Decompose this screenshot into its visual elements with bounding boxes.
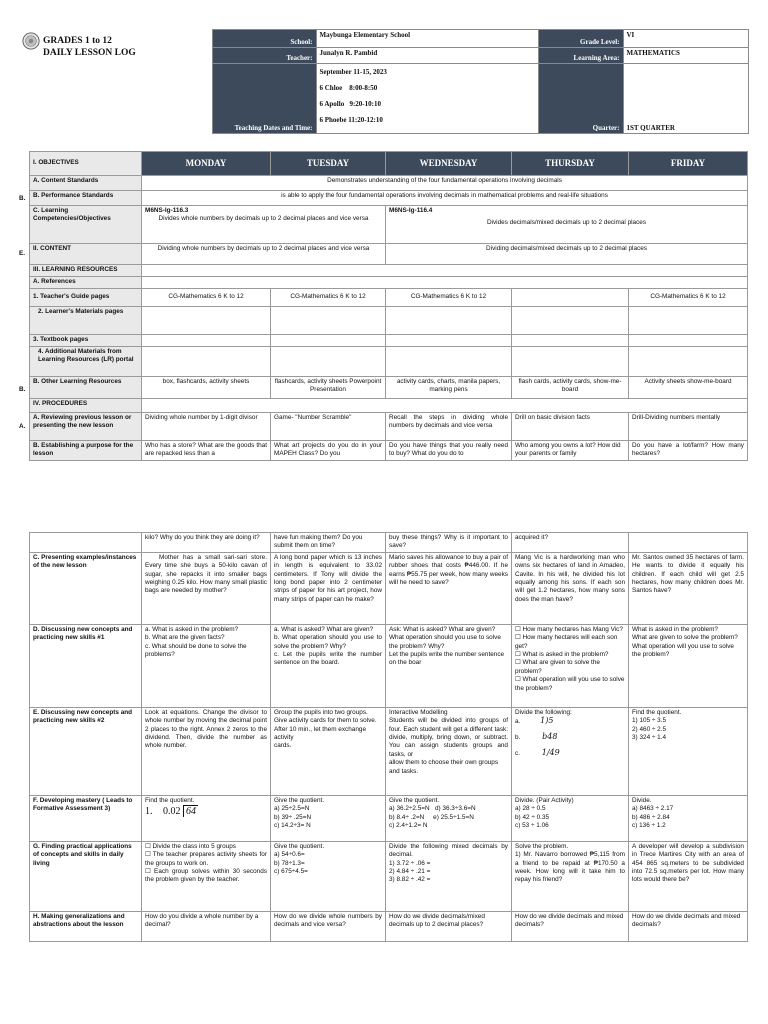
concepts-2-wednesday (386, 707, 512, 795)
applications-wednesday-2: 1) 3.72 ÷ .06 = (389, 859, 431, 867)
grade-level-label: Grade Level: (538, 30, 623, 48)
presenting-friday: Mr. Santos owned 35 hectares of farm. He wants to divide it equally his children. If each child will get 2.5 hectares, how many children does Mr. Santos have? (629, 552, 748, 624)
concepts-1-wednesday-a: Ask: What is asked? What are given? (389, 625, 496, 633)
content-text-1: Dividing whole numbers by decimals up to 2 decimal places and vice versa (142, 244, 386, 265)
concepts-1-thursday-a: ☐ How many hectares has Mang Vic? (515, 625, 623, 633)
concepts-1-tuesday-c: c. Let the pupils write the number sentence on the board. (274, 651, 382, 667)
concepts-1-thursday-b: ☐ How many hectares will each son get? (515, 634, 618, 650)
tg-monday: CG-Mathematics 6 K to 12 (142, 289, 271, 307)
competencies-label: C. Learning Competencies/Objectives (30, 206, 142, 244)
concepts-1-tuesday-a: a. What is asked? What are given? (274, 625, 374, 633)
mastery-thursday-1: Divide. (Pair Activity) (515, 796, 574, 804)
session-2: 6 Apollo 9:20-10:10 (319, 100, 381, 108)
objectives-heading: I. OBJECTIVES (30, 152, 142, 176)
purpose-monday: Who has a store? What are the goods that are repacked less than a (142, 441, 271, 461)
mastery-friday-3: b) 486 ÷ 2.84 (632, 813, 670, 821)
mastery-monday-title: Find the quotient. (145, 796, 195, 804)
purpose-label: B. Establishing a purpose for the lesson (30, 441, 142, 461)
lm-wednesday (386, 307, 512, 335)
tg-thursday (512, 289, 629, 307)
concepts-1-wednesday-b: What operation should you use to solve the problem? Why? (389, 634, 501, 650)
applications-monday (142, 841, 271, 911)
concepts-2-tuesday-3: cards. (274, 742, 292, 750)
school-value: Maybunga Elementary School (316, 30, 538, 48)
resources-heading: III. LEARNING RESOURCES (30, 265, 142, 277)
applications-wednesday-3: 2) 4.84 ÷ .21 = (389, 868, 431, 876)
purpose-cont-friday (629, 533, 748, 553)
equation-divisor: 0.02 (163, 806, 181, 818)
mastery-thursday-4: c) 53 ÷ 1.06 (515, 822, 549, 830)
competency-text-2: Divides decimals/mixed decimals up to 2 decimal places (486, 219, 647, 227)
learning-area-value: MATHEMATICS (623, 48, 748, 64)
references-fill (142, 277, 748, 289)
review-label: A. Reviewing previous lesson or presenting the new lesson (30, 413, 142, 441)
other-thursday: flash cards, activity cards, show-me-board (512, 377, 629, 399)
purpose-cont-monday: kilo? Why do you think they are doing it? (142, 533, 271, 553)
procedures-heading-fill (142, 399, 748, 413)
long-division-equation (145, 808, 267, 816)
tb-wednesday (386, 335, 512, 347)
mastery-tuesday (271, 795, 386, 841)
concepts-2-label: E. Discussing new concepts and practicing new skills #2 (30, 707, 142, 795)
concepts-2-friday (629, 707, 748, 795)
competency-code-1: M6NS-Ig-116.3 (145, 207, 189, 214)
concepts-2-wednesday-3: allow them to choose their own groups and tasks. (389, 759, 499, 775)
concepts-1-tuesday-b: b. What operation should you use to solve the problem? Why? (274, 634, 382, 650)
content-standards-text: Demonstrates understanding of the four fundamental operations involving decimals (142, 176, 748, 191)
mastery-wednesday (386, 795, 512, 841)
mastery-wednesday-2: a) 36.2÷2.5=N d) 36.3÷3.6=N (389, 805, 476, 813)
applications-thursday-2: 1) Mr. Navarro borrowed ₱5,115 from a friend to be repaid at ₱170.50 a week. How long will it take him to repay his friend? (515, 851, 625, 884)
purpose-thursday: Who among you owns a lot? How did your parents or family (512, 441, 629, 461)
concepts-2-friday-4: 3) 324 ÷ 1.4 (632, 734, 667, 742)
title-line-2: DAILY LESSON LOG (43, 47, 136, 58)
generalizations-monday: How do you divide a whole number by a decimal? (142, 911, 271, 941)
purpose-cont-tuesday: have fun making them? Do you submit them on time? (271, 533, 386, 553)
quarter-label: Quarter: (538, 64, 623, 134)
review-monday: Dividing whole number by 1-digit divisor (142, 413, 271, 441)
day-monday: MONDAY (142, 152, 271, 176)
am-thursday (512, 347, 629, 377)
presenting-tuesday: A long bond paper which is 13 inches in length is equivalent to 33.02 centimeters. If Tony will divide the long bond paper into 2 centimeter strips of paper for his art project, how many strips of paper can he make? (271, 552, 386, 624)
applications-wednesday-1: Divide the following mixed decimals by decimal. (389, 842, 508, 859)
lm-thursday (512, 307, 629, 335)
lm-friday (629, 307, 748, 335)
concepts-1-wednesday-c: Let the pupils write the number sentence on the boar (389, 651, 505, 667)
textbook-label: 3. Textbook pages (30, 335, 142, 347)
am-tuesday (271, 347, 386, 377)
handwritten-2: b48 (542, 732, 558, 742)
day-tuesday: TUESDAY (271, 152, 386, 176)
purpose-cont-wednesday: buy these things? Why is it important to save? (386, 533, 512, 553)
concepts-1-friday-b: What are given to solve the problem? (632, 634, 738, 642)
title-line-1: GRADES 1 to 12 (43, 35, 112, 46)
mastery-wednesday-4: c) 2.4÷1.2= N (389, 822, 428, 830)
references-label: A. References (30, 277, 142, 289)
mastery-tuesday-2: a) 25÷2.5=N (274, 805, 310, 813)
other-monday: box, flashcards, activity sheets (142, 377, 271, 399)
handwritten-1: 1)5 (540, 716, 554, 726)
applications-monday-2: ☐ The teacher prepares activity sheets for the groups to work on. (145, 851, 267, 867)
lesson-log-title (40, 30, 212, 134)
tb-thursday (512, 335, 629, 347)
mastery-tuesday-3: b) 39÷ .25=N (274, 813, 312, 821)
presenting-monday: Mother has a small sari-sari store. Every time she buys a 50-kilo cavan of sugar, she repacks it into smaller bags weighing 0.25 kilo. How many small plastic bags are needed by mother? (142, 552, 271, 624)
concepts-2-monday: Look at equations. Change the divisor to whole number by moving the decimal point 2 places to the right. Annex 2 zeros to the dividend. Then, divide the number as whole number. (142, 707, 271, 795)
concepts-2-tuesday-2: Give activity cards for them to solve. After 10 min., let them exchange activity (274, 717, 377, 742)
concepts-1-friday-a: What is asked in the problem? (632, 625, 718, 633)
header-table (18, 29, 749, 134)
concepts-1-tuesday (271, 624, 386, 707)
mastery-tuesday-1: Give the quotient. (274, 796, 325, 804)
am-friday (629, 347, 748, 377)
mastery-thursday-2: a) 28 ÷ 0.5 (515, 805, 546, 813)
mastery-thursday (512, 795, 629, 841)
applications-label: G. Finding practical applications of concepts and skills in daily living (30, 841, 142, 911)
presenting-thursday: Mang Vic is a hardworking man who owns six hectares of land in Amadeo, Cavite. In his will, he divided his lot equally among his sons. If each son will get 1.2 hectares, how many sons does the man have? (512, 552, 629, 624)
day-wednesday: WEDNESDAY (386, 152, 512, 176)
equation-number: 1. (145, 806, 153, 818)
concepts-2-tuesday (271, 707, 386, 795)
grade-level-value: VI (623, 30, 748, 48)
am-wednesday (386, 347, 512, 377)
tb-friday (629, 335, 748, 347)
tg-wednesday: CG-Mathematics 6 K to 12 (386, 289, 512, 307)
generalizations-thursday: How do we divide decimals and mixed decimals? (512, 911, 629, 941)
concepts-1-monday (142, 624, 271, 707)
quarter-value: 1ST QUARTER (623, 64, 748, 134)
learners-materials-label: 2. Learner's Materials pages (30, 307, 142, 335)
mastery-monday (142, 795, 271, 841)
purpose-friday: Do you have a lot/farm? How many hectares? (629, 441, 748, 461)
resources-heading-fill (142, 265, 748, 277)
concepts-1-label: D. Discussing new concepts and practicing new skills #1 (30, 624, 142, 707)
mastery-label: F. Developing mastery ( Leads to Formative Assessment 3) (30, 795, 142, 841)
competency-text-1: Divides whole numbers by decimals up to 2 decimal places and vice versa (158, 215, 369, 223)
concepts-1-thursday-c: ☐ What is asked in the problem? (515, 651, 609, 659)
school-label: School: (212, 30, 316, 48)
mastery-tuesday-4: c) 14.2÷3= N (274, 822, 311, 830)
content-label: II. CONTENT (30, 244, 142, 265)
lesson-grid-page-2 (29, 532, 748, 942)
teacher-label: Teacher: (212, 48, 316, 64)
margin-marker-b2: B. (19, 386, 26, 393)
applications-tuesday-4: c) 675÷4.5= (274, 868, 308, 876)
generalizations-friday: How do we divide decimals and mixed decimals? (629, 911, 748, 941)
day-friday: FRIDAY (629, 152, 748, 176)
purpose-continued-label (30, 533, 142, 553)
purpose-tuesday: What art projects do you do in your MAPEH Class? Do you (271, 441, 386, 461)
competency-monday-tuesday (142, 206, 386, 244)
presenting-wednesday: Mario saves his allowance to buy a pair of rubber shoes that costs ₱446.00. If he earns ₱55.75 per week, how many weeks will he need to save? (386, 552, 512, 624)
applications-thursday (512, 841, 629, 911)
applications-tuesday-3: b) 78÷1.3= (274, 859, 305, 867)
review-thursday: Drill on basic division facts (512, 413, 629, 441)
concepts-2-thursday-b: b. (515, 734, 521, 742)
mastery-friday (629, 795, 748, 841)
mastery-friday-4: c) 136 ÷ 1.2 (632, 822, 666, 830)
learning-area-label: Learning Area: (538, 48, 623, 64)
other-resources-label: B. Other Learning Resources (30, 377, 142, 399)
procedures-heading: IV. PROCEDURES (30, 399, 142, 413)
teaching-dates-value (316, 64, 538, 134)
applications-tuesday (271, 841, 386, 911)
mastery-wednesday-1: Give the quotient. (389, 796, 440, 804)
concepts-1-thursday-d: ☐ What are given to solve the problem? (515, 659, 600, 675)
generalizations-tuesday: How do we divide whole numbers by decimals and vice versa? (271, 911, 386, 941)
applications-wednesday (386, 841, 512, 911)
additional-materials-label: 4. Additional Materials from Learning Resources (LR) portal (30, 347, 142, 377)
concepts-1-friday (629, 624, 748, 707)
tg-tuesday: CG-Mathematics 6 K to 12 (271, 289, 386, 307)
mastery-friday-1: Divide. (632, 796, 652, 804)
concepts-2-wednesday-2: Students will be divided into groups of four. Each student will get a different task: divide, multiply, bring down, or subtract. You can assign students groups and tasks, or (389, 717, 508, 758)
concepts-2-thursday-c: c. (515, 750, 520, 758)
teacher-value: Junalyn R. Pambid (316, 48, 538, 64)
applications-monday-3: ☐ Each group solves within 30 seconds the problem given by the teacher. (145, 868, 267, 884)
am-monday (142, 347, 271, 377)
lesson-grid-page-1 (29, 151, 748, 461)
concepts-1-thursday-e: ☐ What operation will you use to solve the problem? (515, 676, 625, 692)
concepts-2-friday-3: 2) 460 ÷ 2.5 (632, 725, 667, 733)
session-3: 6 Phoebe 11:20-12:10 (319, 116, 383, 124)
mastery-friday-2: a) 8463 ÷ 2.17 (632, 805, 674, 813)
other-tuesday: flashcards, activity sheets Powerpoint Presentation (271, 377, 386, 399)
concepts-1-thursday (512, 624, 629, 707)
purpose-wednesday: Do you have things that you really need to buy? What do you do to (386, 441, 512, 461)
margin-marker-b: B. (19, 195, 26, 202)
performance-standards-label: B. Performance Standards (30, 191, 142, 206)
other-friday: Activity sheets show-me-board (629, 377, 748, 399)
concepts-2-tuesday-1: Group the pupils into two groups. (274, 708, 368, 716)
performance-standards-text: is able to apply the four fundamental operations involving decimals in mathematical problems and real-life situations (142, 191, 748, 206)
equation-dividend: 64 (183, 805, 198, 817)
concepts-1-monday-c: c. What should be done to solve the problems? (145, 642, 247, 659)
applications-monday-1: ☐ Divide the class into 5 groups (145, 842, 236, 850)
day-thursday: THURSDAY (512, 152, 629, 176)
margin-marker-e: E. (19, 250, 26, 257)
applications-tuesday-2: a) 54÷0.6= (274, 851, 305, 859)
teachers-guide-label: 1. Teacher's Guide pages (30, 289, 142, 307)
teaching-dates-label: Teaching Dates and Time: (212, 64, 316, 134)
session-1: 6 Chloe 8:00-8:50 (319, 84, 378, 92)
mastery-thursday-3: b) 42 ÷ 0.35 (515, 813, 550, 821)
concepts-1-monday-b: b. What are the given facts? (145, 634, 225, 642)
tg-friday: CG-Mathematics 6 K to 12 (629, 289, 748, 307)
mastery-wednesday-3: b) 8.4÷ .2=N e) 25.5÷1.5=N (389, 813, 474, 821)
concepts-2-friday-2: 1) 105 ÷ 3.5 (632, 717, 667, 725)
applications-tuesday-1: Give the quotient. (274, 842, 325, 850)
competency-wednesday-friday (386, 206, 748, 244)
purpose-cont-thursday: acquired it? (512, 533, 629, 553)
applications-thursday-1: Solve the problem. (515, 842, 569, 850)
presenting-label: C. Presenting examples/instances of the new lesson (30, 552, 142, 624)
applications-wednesday-4: 3) 8.82 ÷ .42 = (389, 876, 431, 884)
concepts-1-monday-a: a. What is asked in the problem? (145, 625, 239, 633)
concepts-2-friday-1: Find the quotient. (632, 708, 682, 716)
deped-seal-icon (22, 32, 40, 50)
review-tuesday: Game- "Number Scramble" (271, 413, 386, 441)
concepts-2-thursday (512, 707, 629, 795)
concepts-1-friday-c: What operation will you use to solve the problem? (632, 642, 734, 659)
review-friday: Drill-Dividing numbers mentally (629, 413, 748, 441)
competency-code-2: M6NS-Ig-116.4 (389, 207, 433, 214)
generalizations-wednesday: How do we divide decimals/mixed decimals up to 2 decimal places? (386, 911, 512, 941)
handwritten-3: 1/49 (541, 748, 560, 758)
concepts-2-thursday-title: Divide the following: (515, 708, 572, 716)
concepts-2-wednesday-1: Interactive Modelling (389, 708, 448, 716)
concepts-2-thursday-a: a. (515, 718, 521, 726)
content-text-2: Dividing decimals/mixed decimals up to 2 decimal places (386, 244, 748, 265)
deped-seal (18, 30, 40, 134)
margin-marker-a: A. (19, 423, 26, 430)
tb-tuesday (271, 335, 386, 347)
tb-monday (142, 335, 271, 347)
lm-tuesday (271, 307, 386, 335)
concepts-1-wednesday (386, 624, 512, 707)
review-wednesday: Recall the steps in dividing whole numbers by decimals and vice versa (386, 413, 512, 441)
applications-friday: A developer will develop a subdivision in Trece Martires City with an area of 454 865 sq.meters to be subdivided into 72.5 sq.meters per lot. How many lots would there be? (629, 841, 748, 911)
other-wednesday: activity cards, charts, manila papers, marking pens (386, 377, 512, 399)
lm-monday (142, 307, 271, 335)
generalizations-label: H. Making generalizations and abstractions about the lesson (30, 911, 142, 941)
date-range: September 11-15, 2023 (319, 68, 387, 76)
content-standards-label: A. Content Standards (30, 176, 142, 191)
